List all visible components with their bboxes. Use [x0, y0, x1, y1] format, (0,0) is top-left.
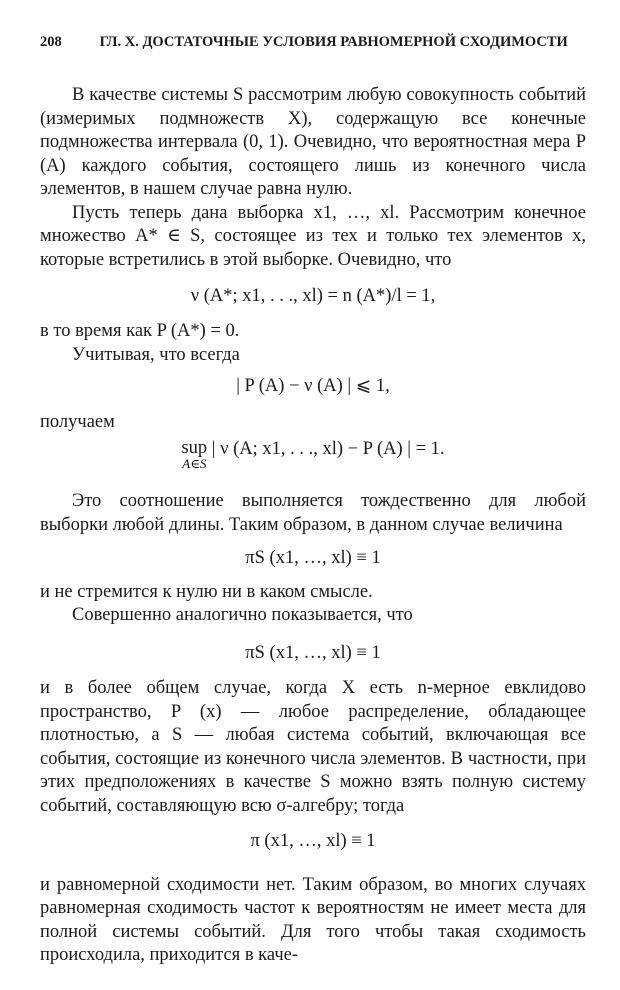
paragraph-5: получаем [40, 411, 115, 432]
paragraph-6: Это соотношение выполняется тождественно для любой выборки любой длины. Таким образом, в данном случае величина [40, 491, 586, 535]
sup-expression: | ν (A; x1, . . ., xl) − P (A) | = 1. [211, 439, 445, 459]
paragraph-4: Учитывая, что всегда [72, 344, 240, 365]
sup-subscript: A∈S [182, 456, 207, 471]
paragraph-10: и равномерной сходимости нет. Таким образом, во многих случаях равномерная сходимость частот к вероятностям не имеет места для полной системы событий. Для того чтобы такая сходимость происходила, приходится в каче- [40, 874, 586, 965]
formula-pi-s: πS (x1, …, xl) ≡ 1 [245, 548, 381, 568]
sup-label: sup [181, 438, 208, 458]
formula-pi-s-2: πS (x1, …, xl) ≡ 1 [245, 642, 381, 663]
sup-operator [181, 438, 207, 470]
paragraph-1: В качестве системы S рассмотрим любую совокупность событий (измеримых подмножеств X), содержащую все конечные подмножества интервала (0, 1). Очевидно, что вероятностная мера P (A) каждого события, состоящего лишь из конечного числа элементов, в нашем случае равна нулю. [40, 85, 586, 199]
formula-pi: π (x1, …, xl) ≡ 1 [250, 831, 376, 851]
paragraph-3: в то время как P (A*) = 0. [40, 321, 240, 341]
page-number: 208 [40, 34, 62, 50]
formula-inequality: | P (A) − ν (A) | ⩽ 1, [236, 376, 390, 396]
formula-frequency: ν (A*; x1, . . ., xl) = n (A*)/l = 1, [190, 286, 436, 306]
paragraph-7: и не стремится к нулю ни в каком смысле. [40, 581, 373, 602]
formula-sup [40, 438, 586, 472]
paragraph-8: Совершенно аналогично показывается, что [72, 605, 413, 625]
running-header [40, 34, 590, 51]
page-body [40, 84, 586, 968]
paragraph-2: Пусть теперь дана выборка x1, …, xl. Рассмотрим конечное множество A* ∈ S, состоящее из тех и только тех элементов x, которые встретились в этой выборке. Очевидно, что [40, 202, 586, 270]
paragraph-9: и в более общем случае, когда X есть n-мерное евклидово пространство, P (x) — любое распределение, обладающее плотностью, а S — любая система событий, включающая все события, состоящие из конечного числа элементов. В частности, при этих предположениях в качестве S можно взять полную систему событий, составляющую всю σ-алгебру; тогда [40, 678, 586, 816]
running-title: ГЛ. X. ДОСТАТОЧНЫЕ УСЛОВИЯ РАВНОМЕРНОЙ СХОДИМОСТИ [99, 34, 568, 50]
